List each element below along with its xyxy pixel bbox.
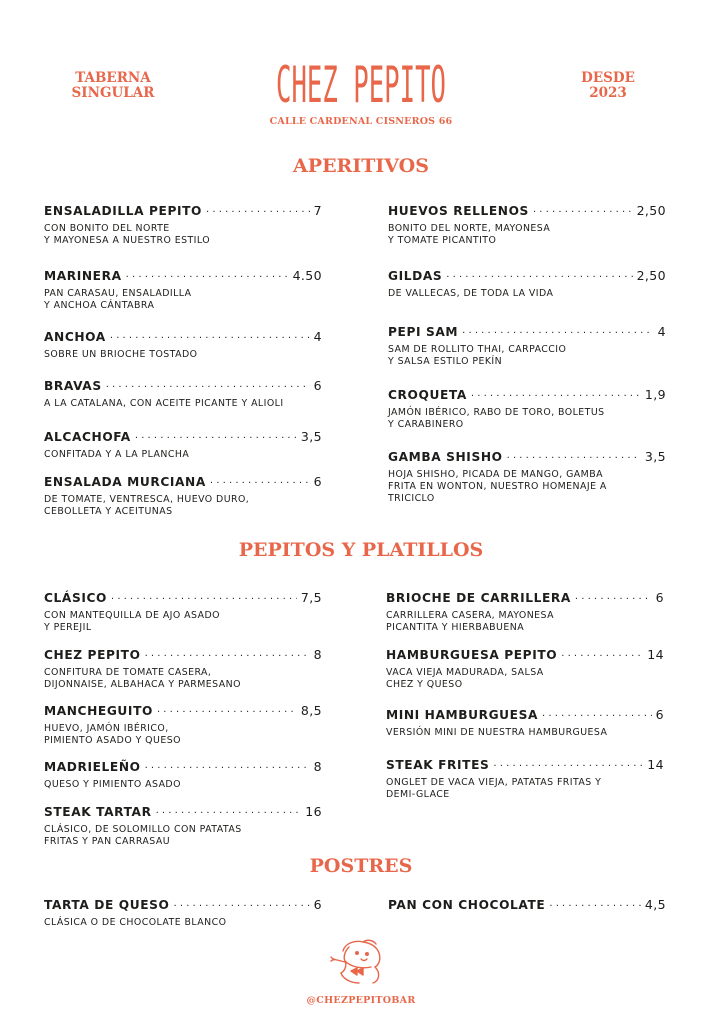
item-description: CONFITURA DE TOMATE CASERA, DIJONNAISE, ALBAHACA Y PARMESANO (44, 667, 241, 690)
menu-item-ensalada-murciana (44, 474, 322, 518)
item-description: PAN CARASAU, ENSALADILLA Y ANCHOA CÁNTABRA (44, 288, 192, 311)
header-right-since (548, 71, 668, 101)
item-name: PEPI SAM (388, 325, 459, 339)
leader-dots (157, 705, 297, 720)
item-price: 8 (313, 647, 322, 662)
leader-dots (173, 899, 309, 914)
leader-dots (111, 592, 297, 607)
menu-item-alcachofa (44, 429, 322, 461)
menu-item-clasico (44, 590, 322, 634)
item-description: JAMÓN IBÉRICO, RABO DE TORO, BOLETUS Y CARABINERO (388, 407, 605, 430)
item-price: 7,5 (300, 590, 322, 605)
leader-dots (462, 326, 654, 341)
item-description: BONITO DEL NORTE, MAYONESA Y TOMATE PICANTITO (388, 223, 551, 246)
menu-item-marinera (44, 268, 322, 312)
item-name: HUEVOS RELLENOS (388, 204, 529, 218)
item-name: ALCACHOFA (44, 430, 131, 444)
item-price: 6 (655, 707, 664, 722)
menu-item-hamburguesa-pepito (386, 647, 664, 691)
item-price: 7 (313, 203, 322, 218)
item-price: 2,50 (636, 203, 666, 218)
leader-dots (126, 270, 289, 285)
item-description: QUESO Y PIMIENTO ASADO (44, 779, 181, 790)
leader-dots (471, 389, 641, 404)
menu-item-brioche-carrillera (386, 590, 664, 634)
menu-item-anchoa (44, 329, 322, 361)
leader-dots (145, 649, 310, 664)
item-name: ANCHOA (44, 330, 106, 344)
item-name: MINI HAMBURGUESA (386, 708, 539, 722)
instagram-handle[interactable]: @CHEZPEPITOBAR (306, 995, 416, 1006)
item-name: GILDAS (388, 269, 443, 283)
item-price: 1,9 (644, 387, 666, 402)
menu-item-mancheguito (44, 703, 322, 747)
item-price: 2,50 (636, 268, 666, 283)
menu-item-tarta-de-queso (44, 897, 322, 929)
item-description: CARRILLERA CASERA, MAYONESA PICANTITA Y HIERBABUENA (386, 610, 554, 633)
item-name: ENSALADILLA PEPITO (44, 204, 202, 218)
leader-dots (145, 761, 310, 776)
dog-mascot-icon (321, 937, 401, 987)
item-name: STEAK TARTAR (44, 805, 152, 819)
item-price: 6 (655, 590, 664, 605)
item-price: 3,5 (300, 429, 322, 444)
since-line-2: 2023 (589, 85, 627, 101)
item-price: 8 (313, 759, 322, 774)
item-price: 4 (313, 329, 322, 344)
item-name: STEAK FRITES (386, 758, 490, 772)
item-description: CLÁSICO, DE SOLOMILLO CON PATATAS FRITAS Y PAN CARRASAU (44, 824, 242, 847)
item-description: HOJA SHISHO, PICADA DE MANGO, GAMBA FRITA EN WONTON, NUESTRO HOMENAJE A TRICICLO (388, 469, 607, 504)
leader-dots (575, 592, 652, 607)
item-name: CHEZ PEPITO (44, 648, 141, 662)
leader-dots (542, 709, 652, 724)
item-price: 6 (313, 474, 322, 489)
address: CALLE CARDENAL CISNEROS 66 (269, 116, 453, 127)
item-name: CROQUETA (388, 388, 467, 402)
leader-dots (446, 270, 632, 285)
leader-dots (110, 331, 310, 346)
item-description: CON MANTEQUILLA DE AJO ASADO Y PEREJIL (44, 610, 220, 633)
item-name: PAN CON CHOCOLATE (388, 898, 546, 912)
menu-item-bravas (44, 378, 322, 410)
chez-pepito-logo (271, 50, 451, 114)
leader-dots (549, 899, 641, 914)
item-price: 8,5 (300, 703, 322, 718)
item-name: MANCHEGUITO (44, 704, 153, 718)
tagline-line-2: SINGULAR (71, 85, 155, 101)
item-name: BRIOCHE DE CARRILLERA (386, 591, 571, 605)
item-description: CONFITADA Y A LA PLANCHA (44, 449, 190, 460)
leader-dots (210, 476, 310, 491)
section-title-postres: POSTRES (309, 855, 413, 877)
menu-item-chez-pepito (44, 647, 322, 691)
item-name: MADRIELEÑO (44, 760, 141, 774)
leader-dots (561, 649, 643, 664)
item-name: GAMBA SHISHO (388, 450, 503, 464)
menu-item-mini-hamburguesa (386, 707, 664, 739)
item-price: 4,5 (644, 897, 666, 912)
header-left-tagline (53, 71, 173, 101)
leader-dots (156, 806, 302, 821)
leader-dots (206, 205, 310, 220)
item-description: CON BONITO DEL NORTE Y MAYONESA A NUESTRO ESTILO (44, 223, 211, 246)
section-title-pepitos: PEPITOS Y PLATILLOS (238, 539, 484, 561)
item-price: 6 (313, 897, 322, 912)
leader-dots (135, 431, 297, 446)
menu-item-pan-con-chocolate (388, 897, 666, 914)
leader-dots (106, 380, 310, 395)
menu-item-croqueta (388, 387, 666, 431)
item-description: HUEVO, JAMÓN IBÉRICO, PIMIENTO ASADO Y QUESO (44, 723, 181, 746)
item-description: VERSIÓN MINI DE NUESTRA HAMBURGUESA (386, 727, 608, 738)
item-price: 14 (647, 647, 664, 662)
item-description: DE TOMATE, VENTRESCA, HUEVO DURO, CEBOLLETA Y ACEITUNAS (44, 494, 250, 517)
section-title-aperitivos: APERITIVOS (293, 155, 429, 177)
menu-item-steak-tartar (44, 804, 322, 848)
item-description: DE VALLECAS, DE TODA LA VIDA (388, 288, 554, 299)
since-line-1: DESDE (581, 70, 635, 86)
item-name: HAMBURGUESA PEPITO (386, 648, 558, 662)
item-price: 4 (657, 324, 666, 339)
item-name: MARINERA (44, 269, 122, 283)
item-price: 3,5 (644, 449, 666, 464)
menu-item-pepi-sam (388, 324, 666, 368)
leader-dots (493, 759, 643, 774)
menu-item-ensaladilla-pepito (44, 203, 322, 247)
item-description: VACA VIEJA MADURADA, SALSA CHEZ Y QUESO (386, 667, 544, 690)
item-price: 14 (647, 757, 664, 772)
item-price: 4.50 (292, 268, 322, 283)
menu-item-gamba-shisho (388, 449, 666, 505)
item-description: CLÁSICA O DE CHOCOLATE BLANCO (44, 917, 227, 928)
item-description: SAM DE ROLLITO THAI, CARPACCIO Y SALSA ESTILO PEKÍN (388, 344, 567, 367)
item-price: 6 (313, 378, 322, 393)
menu-item-madrileno (44, 759, 322, 791)
item-description: ONGLET DE VACA VIEJA, PATATAS FRITAS Y DEMI-GLACE (386, 777, 602, 800)
item-name: TARTA DE QUESO (44, 898, 170, 912)
item-description: A LA CATALANA, CON ACEITE PICANTE Y ALIOLI (44, 398, 284, 409)
leader-dots (507, 451, 641, 466)
leader-dots (533, 205, 633, 220)
logo-text: CHEZ PEPITO (276, 56, 446, 114)
item-description: SOBRE UN BRIOCHE TOSTADO (44, 349, 198, 360)
menu-item-steak-frites (386, 757, 664, 801)
item-name: CLÁSICO (44, 591, 107, 605)
menu-item-huevos-rellenos (388, 203, 666, 247)
item-name: ENSALADA MURCIANA (44, 475, 206, 489)
item-name: BRAVAS (44, 379, 102, 393)
tagline-line-1: TABERNA (75, 70, 151, 86)
item-price: 16 (305, 804, 322, 819)
menu-item-gildas (388, 268, 666, 300)
